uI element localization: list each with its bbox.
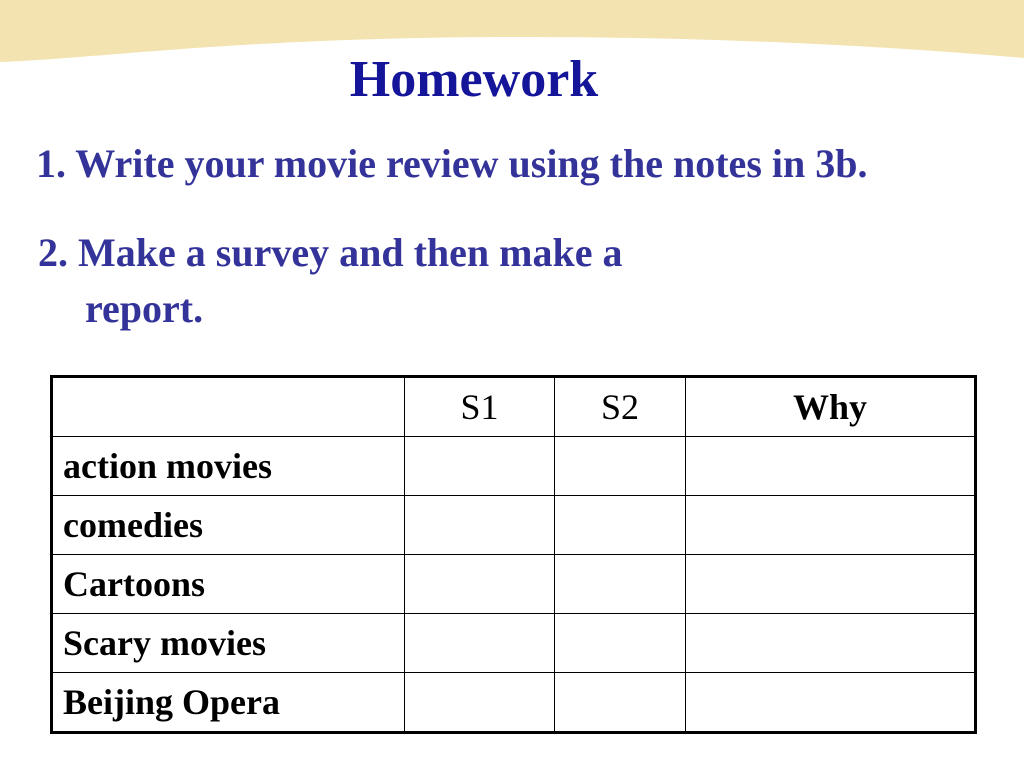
cell-s2[interactable] <box>555 496 686 555</box>
cell-s1[interactable] <box>405 614 555 673</box>
homework-item-2 <box>38 225 622 337</box>
row-label: Cartoons <box>52 555 405 614</box>
header-cell-s1: S1 <box>405 377 555 437</box>
cell-s1[interactable] <box>405 437 555 496</box>
cell-why[interactable] <box>686 673 976 733</box>
cell-s2[interactable] <box>555 614 686 673</box>
homework-item-2-line-1: 2. Make a survey and then make a <box>38 230 623 275</box>
homework-item-1: 1. Write your movie review using the notes in 3b. <box>36 141 868 186</box>
header-cell-blank <box>52 377 405 437</box>
homework-item-2-line-2: report. <box>85 286 204 331</box>
table-header-row <box>52 377 976 437</box>
cell-s2[interactable] <box>555 437 686 496</box>
cell-s2[interactable] <box>555 673 686 733</box>
cell-why[interactable] <box>686 437 976 496</box>
row-label: Beijing Opera <box>52 673 405 733</box>
table-row <box>52 555 976 614</box>
table-row <box>52 496 976 555</box>
cell-s1[interactable] <box>405 673 555 733</box>
cell-s1[interactable] <box>405 496 555 555</box>
page-title: Homework <box>349 51 599 108</box>
table-row <box>52 437 976 496</box>
table-row <box>52 614 976 673</box>
cell-s1[interactable] <box>405 555 555 614</box>
header-cell-why: Why <box>686 377 976 437</box>
header-cell-s2: S2 <box>555 377 686 437</box>
row-label: Scary movies <box>52 614 405 673</box>
cell-why[interactable] <box>686 496 976 555</box>
cell-why[interactable] <box>686 614 976 673</box>
row-label: comedies <box>52 496 405 555</box>
cell-why[interactable] <box>686 555 976 614</box>
table-row <box>52 673 976 733</box>
row-label: action movies <box>52 437 405 496</box>
cell-s2[interactable] <box>555 555 686 614</box>
survey-table <box>50 375 977 734</box>
